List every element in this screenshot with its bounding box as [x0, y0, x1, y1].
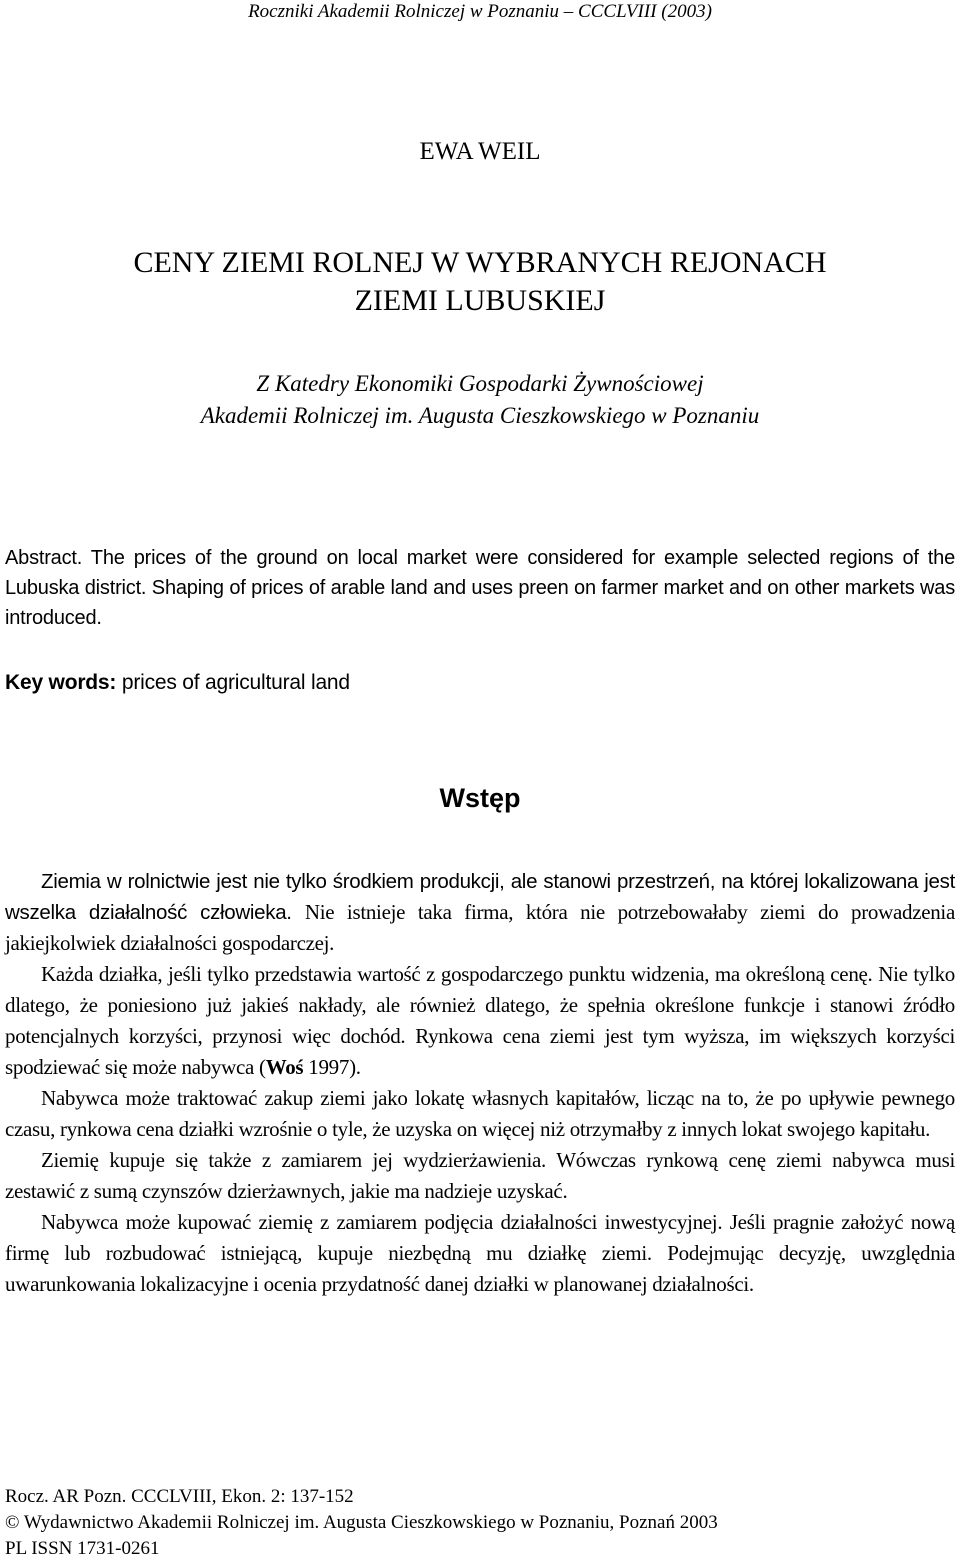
copyright-icon: ©	[5, 1512, 20, 1533]
section-title: Wstęp	[439, 783, 521, 813]
footer-copyright	[5, 1510, 955, 1536]
paper-title-line-1: CENY ZIEMI ROLNEJ W WYBRANYCH REJONACH	[133, 246, 827, 279]
paragraph-1	[5, 866, 955, 959]
affiliation	[0, 368, 960, 432]
affiliation-line-2: Akademii Rolniczej im. Augusta Cieszkowskiego w Poznaniu	[200, 403, 760, 428]
paragraph-5-sentence-c: Podejmując decyzję, uwzględnia uwarunkowania lokalizacyjne i ocenia przydatność danej działki w planowanej działalności.	[5, 1241, 956, 1296]
paragraph-4	[5, 1145, 955, 1207]
paragraph-5-sentence-b: Jeśli pragnie założyć nową firmę lub rozbudować istniejącą, kupuje niezbędną mu działkę ziemi.	[5, 1210, 956, 1265]
footer-citation: Rocz. AR Pozn. CCCLVIII, Ekon. 2: 137-152	[5, 1486, 354, 1507]
citation-year: 1997).	[303, 1055, 361, 1079]
keywords-value: prices of agricultural land	[121, 671, 350, 694]
paper-title	[0, 244, 960, 320]
paragraph-3: Nabywca może traktować zakup ziemi jako lokatę własnych kapitałów, licząc na to, że po upływie pewnego czasu, rynkowa cena działki wzrośnie o tyle, że uzyska on więcej niż otrzymałby z innych lokat swojego kapitału.	[5, 1086, 955, 1141]
paragraph-2	[5, 959, 955, 1083]
footer-issn: PL ISSN 1731-0261	[5, 1538, 160, 1559]
footer	[5, 1484, 955, 1562]
paragraph-1-sentence-a: Ziemia w rolnictwie jest nie tylko środkiem produkcji, ale stanowi przestrzeń, na której lokalizowana jest wszelka działalność człowieka.	[5, 870, 955, 924]
citation-author: Woś	[265, 1055, 304, 1079]
body-text	[5, 866, 955, 1300]
paragraph-1-sentence-b: Nie istnieje taka firma, która nie potrzebowałaby ziemi do prowadzenia jakiejkolwiek działalności gospodarczej.	[5, 900, 955, 955]
paragraph-5-sentence-a: Nabywca może kupować ziemię z zamiarem podjęcia działalności inwestycyjnej.	[41, 1210, 723, 1234]
paragraph-5	[5, 1207, 955, 1300]
affiliation-line-1: Z Katedry Ekonomiki Gospodarki Żywnościowej	[256, 371, 704, 396]
paragraph-2-sentence-a: Każda działka, jeśli tylko przedstawia wartość z gospodarczego punktu widzenia, ma określoną cenę.	[41, 962, 873, 986]
paragraph-2-sentence-c: Rynkowa cena ziemi jest tym wyższa, im większych korzyści spodziewać się może nabywca (	[5, 1024, 956, 1079]
abstract: Abstract. The prices of the ground on local market were considered for example selected regions of the Lubuska district. Shaping of prices of arable land and uses preen on farmer market and on other markets was introduced.	[5, 547, 955, 629]
journal-header: Roczniki Akademii Rolniczej w Poznaniu – CCCLVIII (2003)	[248, 1, 712, 22]
paper-title-line-2: ZIEMI LUBUSKIEJ	[354, 284, 606, 317]
keywords-label: Key words:	[5, 671, 117, 694]
paragraph-4-sentence-b: Wówczas rynkową cenę ziemi nabywca musi zestawić z sumą czynszów dzierżawnych, jakie ma nadzieje uzyskać.	[5, 1148, 955, 1203]
paragraph-2-sentence-b: Nie tylko dlatego, że poniesiono już jakieś nakłady, ale również dlatego, że spełnia określone funkcje i stanowi źródło potencjalnych korzyści, przynosi więc dochód.	[5, 962, 955, 1048]
footer-publisher: Wydawnictwo Akademii Rolniczej im. Augusta Cieszkowskiego w Poznaniu, Poznań 2003	[23, 1512, 718, 1533]
paragraph-4-sentence-a: Ziemię kupuje się także z zamiarem jej wydzierżawienia.	[41, 1148, 546, 1172]
keywords	[5, 668, 955, 698]
author-name: EWA WEIL	[419, 138, 541, 165]
